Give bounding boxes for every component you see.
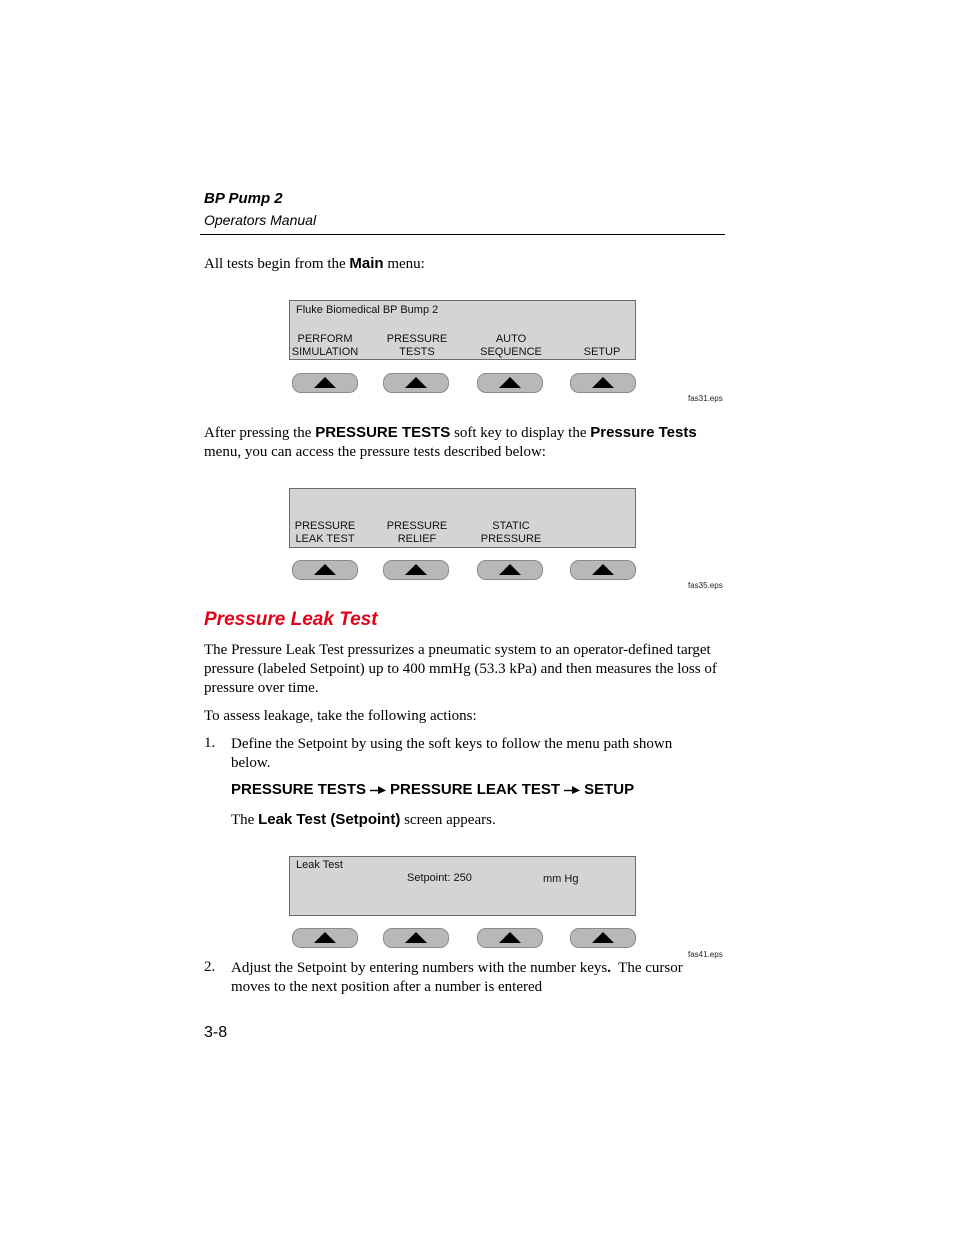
figure-caption: fas35.eps — [688, 581, 723, 590]
menu-path — [231, 781, 634, 798]
softkey-label-setup: SETUP — [583, 346, 621, 358]
up-arrow-icon — [314, 932, 336, 943]
pressure-tests-paragraph: After pressing the PRESSURE TESTS soft key to display the Pressure Tests menu, you can access the pressure tests described below: — [204, 424, 697, 460]
up-arrow-icon — [592, 932, 614, 943]
step-1-text: Define the Setpoint by using the soft keys to follow the menu path shown below. — [231, 736, 673, 771]
softkey-3-button[interactable] — [477, 373, 543, 393]
step-2-text: Adjust the Setpoint by entering numbers with the number keys. The cursor moves to the next position after a number is entered — [231, 960, 687, 995]
up-arrow-icon — [405, 564, 427, 575]
setpoint-unit: mm Hg — [543, 873, 579, 885]
menu-path-item: PRESSURE TESTS — [231, 781, 367, 798]
page-number: 3-8 — [204, 1024, 228, 1041]
manual-subtitle: Operators Manual — [204, 212, 317, 228]
softkey-4-button[interactable] — [570, 928, 636, 948]
softkey-label-pressure-tests: PRESSURE TESTS — [386, 333, 448, 358]
softkey-label-pressure-leak-test: PRESSURE LEAK TEST — [294, 520, 356, 545]
softkey-label-pressure-relief: PRESSURE RELIEF — [386, 520, 448, 545]
menu-path-item: PRESSURE LEAK TEST — [390, 781, 561, 798]
pressure-tests-menu-label: Pressure Tests — [590, 424, 697, 441]
softkey-3-button[interactable] — [477, 928, 543, 948]
softkey-2-button[interactable] — [383, 560, 449, 580]
softkey-4-button[interactable] — [570, 373, 636, 393]
pressure-tests-display — [289, 488, 636, 548]
leak-test-setpoint-label: Leak Test (Setpoint) — [258, 811, 401, 828]
section-description: The Pressure Leak Test pressurizes a pneumatic system to an operator-defined target pressure (labeled Setpoint) up to 400 mmHg (53.3 kPa) and then measures the loss of pressure over time. — [204, 642, 717, 696]
intro-text-post: menu: — [383, 256, 425, 272]
up-arrow-icon — [405, 377, 427, 388]
softkey-label-static-pressure: STATIC PRESSURE — [480, 520, 542, 545]
section-lead: To assess leakage, take the following actions: — [204, 708, 477, 724]
main-menu-display — [289, 300, 636, 360]
step-1-number: 1. — [204, 735, 216, 751]
figure-caption: fas31.eps — [688, 394, 723, 403]
display-title: Leak Test — [296, 859, 343, 871]
leak-test-softkeys — [289, 928, 639, 950]
setpoint-value: Setpoint: 250 — [407, 872, 472, 884]
softkey-3-button[interactable] — [477, 560, 543, 580]
up-arrow-icon — [592, 564, 614, 575]
pressure-menu-softkeys — [289, 560, 639, 582]
intro-text-pre: All tests begin from the — [204, 256, 350, 272]
figure-caption: fas41.eps — [688, 950, 723, 959]
display-title: Fluke Biomedical BP Bump 2 — [296, 304, 439, 316]
up-arrow-icon — [499, 564, 521, 575]
up-arrow-icon — [314, 377, 336, 388]
manual-title: BP Pump 2 — [204, 190, 283, 207]
step-2-number: 2. — [204, 959, 216, 975]
right-arrow-icon — [370, 785, 386, 795]
softkey-1-button[interactable] — [292, 373, 358, 393]
intro-paragraph — [204, 254, 724, 274]
softkey-1-button[interactable] — [292, 560, 358, 580]
up-arrow-icon — [592, 377, 614, 388]
softkey-2-button[interactable] — [383, 928, 449, 948]
softkey-label-perform-simulation: PERFORM SIMULATION — [291, 333, 359, 358]
right-arrow-icon — [564, 785, 580, 795]
softkey-1-button[interactable] — [292, 928, 358, 948]
up-arrow-icon — [499, 932, 521, 943]
up-arrow-icon — [314, 564, 336, 575]
pressure-tests-key-label: PRESSURE TESTS — [315, 424, 451, 441]
up-arrow-icon — [405, 932, 427, 943]
leak-test-display — [289, 856, 636, 916]
header-rule — [200, 234, 725, 235]
section-heading: Pressure Leak Test — [204, 609, 378, 630]
softkey-4-button[interactable] — [570, 560, 636, 580]
softkey-label-auto-sequence: AUTO SEQUENCE — [480, 333, 542, 358]
menu-path-item: SETUP — [584, 781, 635, 798]
softkey-2-button[interactable] — [383, 373, 449, 393]
up-arrow-icon — [499, 377, 521, 388]
intro-main-label: Main — [349, 255, 384, 272]
screen-appears-text: The Leak Test (Setpoint) screen appears. — [231, 811, 496, 828]
main-menu-softkeys — [289, 373, 639, 395]
